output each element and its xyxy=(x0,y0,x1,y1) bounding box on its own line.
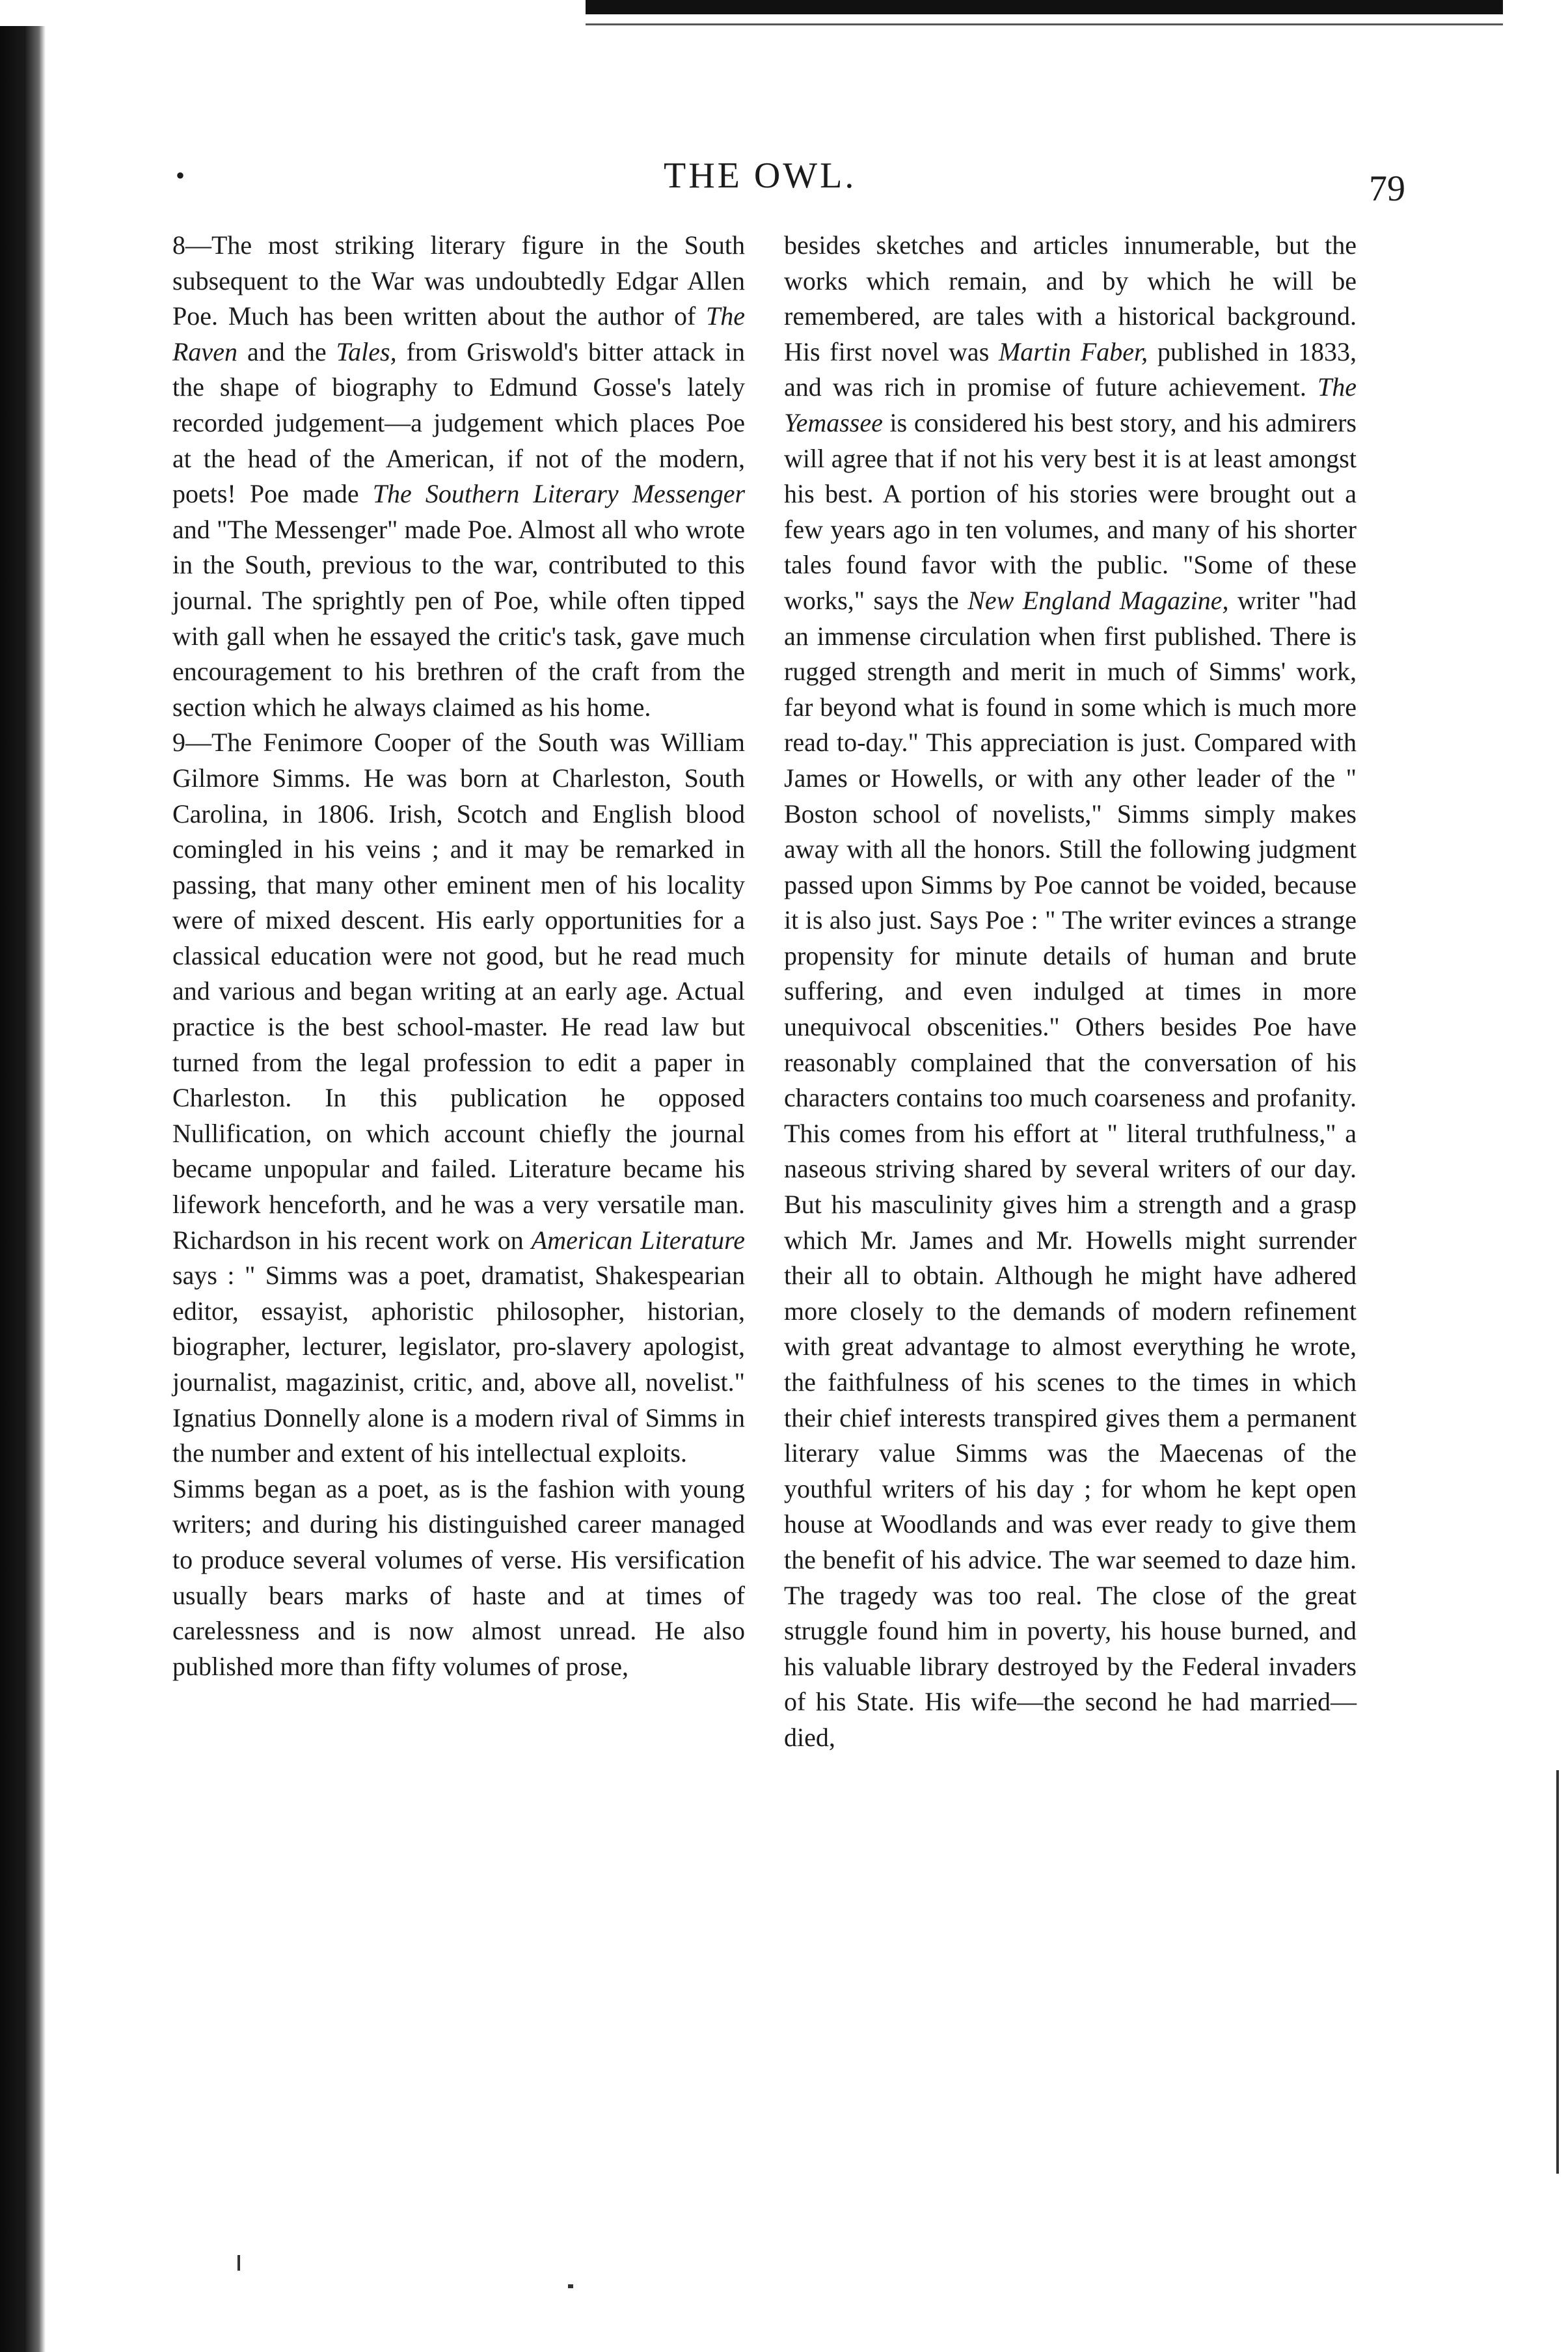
right-text-1: besides sketches and articles innumerable, but the works which remain, and by which he will be remembered, are tales with a historical background. His first novel was xyxy=(784,230,1357,366)
title-southern-literary-messenger: The Southern Literary Messenger xyxy=(372,479,746,509)
paragraph-8-text-1: 8—The most striking literary figure in the South subsequent to the War was undoubtedly Edgar Allen Poe. Much has been written about the author of xyxy=(172,230,745,331)
title-american-literature: American Literature xyxy=(531,1225,745,1255)
title-new-england-magazine: New England Magazine, xyxy=(967,585,1229,615)
top-thin-rule xyxy=(586,23,1503,25)
scan-speck xyxy=(568,2284,573,2288)
paragraph-8-text-4: and "The Messenger" made Poe. Almost all who wrote in the South, previous to the war, contributed to this journal. The sprightly pen of Poe, while often tipped with gall when he essayed the critic's task, gave much encouragement to his brethren of the craft from the section which he always claimed as his home. xyxy=(172,514,745,722)
left-column xyxy=(172,228,745,1684)
paragraph-9-text-1: 9—The Fenimore Cooper of the South was William Gilmore Simms. He was born at Charleston, South Carolina, in 1806. Irish, Scotch and English blood comingled in his veins ; and it may be remarked in passing, that many other eminent men of his locality were of mixed descent. His early opportunities for a classical education were not good, but he read much and various and began writing at an early age. Actual practice is the best school-master. He read law but turned from the legal profession to edit a paper in Charleston. In this publication he opposed Nullification, on which account chiefly the journal became unpopular and failed. Literature became his lifework henceforth, and he was a very versatile man. Richardson in his recent work on xyxy=(172,728,745,1255)
left-scan-edge xyxy=(0,26,46,2352)
paragraph-8 xyxy=(172,228,745,725)
page-header xyxy=(169,150,1405,208)
running-title: THE OWL. xyxy=(664,156,857,196)
page-number: 79 xyxy=(1369,169,1405,209)
paragraph-8-text-2: and the xyxy=(237,336,336,366)
title-martin-faber: Martin Faber, xyxy=(998,336,1148,366)
scan-speck xyxy=(237,2255,240,2271)
paragraph-9 xyxy=(172,725,745,1471)
paragraph-simms-continued xyxy=(784,228,1357,1756)
title-tales: Tales, xyxy=(336,336,397,366)
paragraph-9-text-2: says : " Simms was a poet, dramatist, Shakespearian editor, essayist, aphoristic philosopher, historian, biographer, lecturer, legislator, pro-slavery apologist, journalist, magazinist, critic, and, above all, novelist." Ignatius Donnelly alone is a modern rival of Simms in the number and extent of his intellectual exploits. xyxy=(172,1261,745,1468)
right-text-4: writer "had an immense circulation when first published. There is rugged strength and merit in much of Simms' work, far beyond what is found in some which is much more read to-day." This appreciation is just. Compared with James or Howells, or with any other leader of the " Boston school of novelists," Simms simply makes away with all the honors. Still the following judgment passed upon Simms by Poe cannot be voided, because it is also just. Says Poe : " The writer evinces a strange propensity for minute details of human and brute suffering, and even indulged at times in more unequivocal obscenities." Others besides Poe have reasonably complained that the conversation of his characters contains too much coarseness and profanity. This comes from his effort at " literal truthfulness," a naseous striving shared by several writers of our day. But his masculinity gives him a strength and a grasp which Mr. James and Mr. Howells might surrender their all to obtain. Although he might have adhered more closely to the demands of modern refinement with great advantage to almost everything he wrote, the faithfulness of his scenes to the times in which their chief interests transpired gives them a permanent literary value Simms was the Maecenas of the youthful writers of his day ; for whom he kept open house at Woodlands and was ever ready to give them the benefit of his advice. The war seemed to daze him. The tragedy was too real. The close of the great struggle found him in poverty, his house burned, and his valuable library destroyed by the Federal invaders of his State. His wife—the second he had married—died, xyxy=(784,585,1357,1752)
paragraph-8-text-3: from Griswold's bitter attack in the shape of biography to Edmund Gosse's lately recorded judgement—a judgement which places Poe at the head of the American, if not of the modern, poets! Poe made xyxy=(172,336,745,509)
top-scan-rule xyxy=(586,0,1503,14)
right-text-2: published in 1833, and was rich in promise of future achievement. xyxy=(784,336,1357,402)
right-scan-edge xyxy=(1556,1770,1559,2174)
title-the-yemassee: The Yemassee xyxy=(784,372,1357,437)
title-the-raven: The Raven xyxy=(172,301,745,366)
header-bullet: • xyxy=(176,161,185,190)
right-column xyxy=(784,228,1357,1756)
paragraph-simms-poet: Simms began as a poet, as is the fashion with young writers; and during his distinguished career managed to produce several volumes of verse. His versification usually bears marks of haste and at times of carelessness and is now almost unread. He also published more than fifty volumes of prose, xyxy=(172,1473,745,1681)
right-text-3: is considered his best story, and his admirers will agree that if not his very best it is at least amongst his best. A portion of his stories were brought out a few years ago in ten volumes, and many of his shorter tales found favor with the public. "Some of these works," says the xyxy=(784,407,1357,615)
